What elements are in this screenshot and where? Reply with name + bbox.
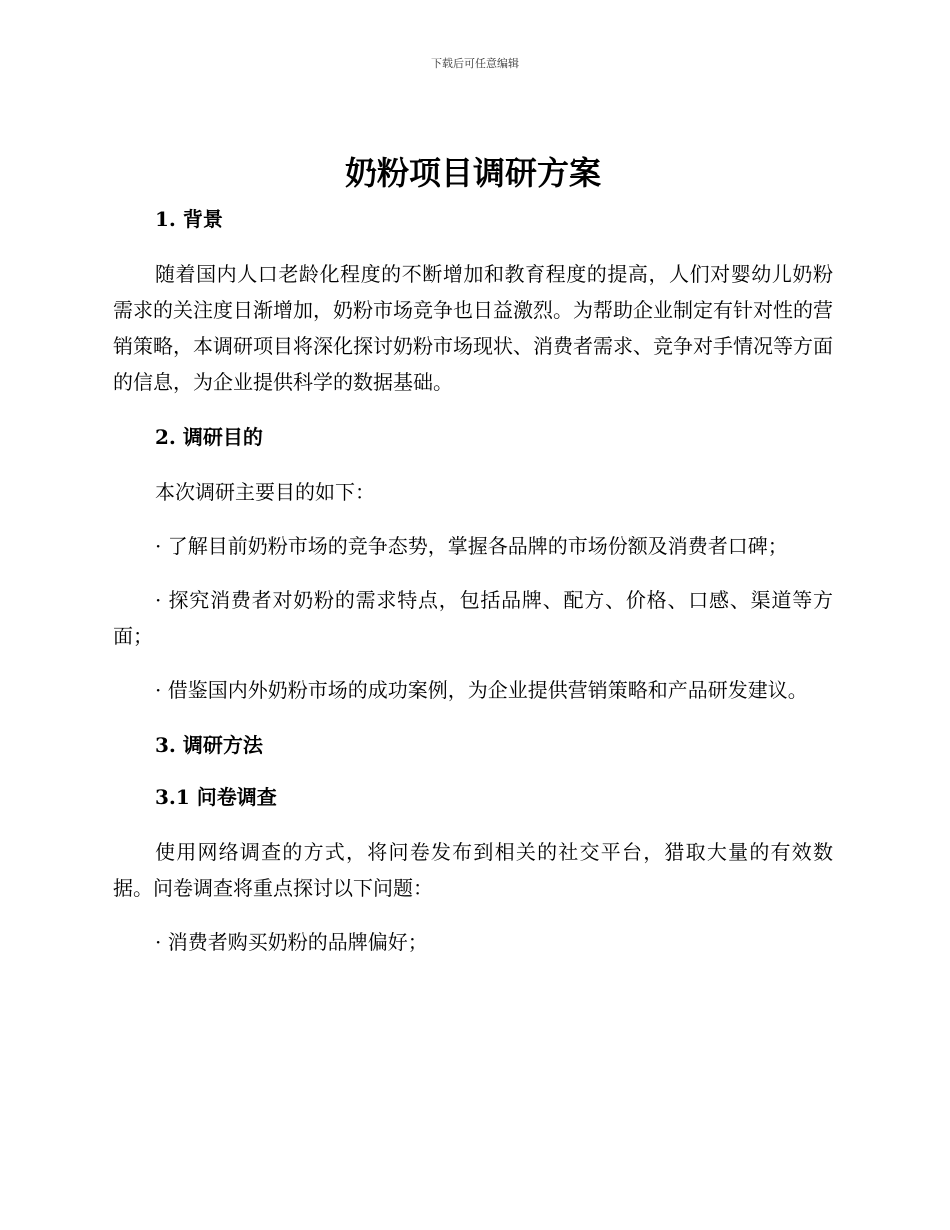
list-item: · 借鉴国内外奶粉市场的成功案例，为企业提供营销策略和产品研发建议。: [155, 678, 808, 702]
purpose-intro: 本次调研主要目的如下：: [155, 480, 375, 504]
section-heading-purpose: 2. 调研目的: [155, 425, 263, 449]
background-paragraph: 随着国内人口老龄化程度的不断增加和教育程度的提高，人们对婴幼儿奶粉需求的关注度日渐增加，奶粉市场竞争也日益激烈。为帮助企业制定有针对性的营销策略，本调研项目将深化探讨奶粉市场现状、消费者需求、竞争对手情况等方面的信息，为企业提供科学的数据基础。: [113, 262, 833, 394]
list-item: · 了解目前奶粉市场的竞争态势，掌握各品牌的市场份额及消费者口碑；: [155, 534, 788, 558]
document-body: [113, 148, 833, 960]
list-item: · 消费者购买奶粉的品牌偏好；: [155, 930, 428, 954]
list-item: · 探究消费者对奶粉的需求特点，包括品牌、配方、价格、口感、渠道等方面；: [113, 588, 833, 648]
subsection-heading-questionnaire: 3.1 问卷调查: [155, 785, 277, 809]
section-heading-background: 1. 背景: [155, 207, 223, 231]
header-note: 下载后可任意编辑: [431, 57, 519, 70]
section-heading-method: 3. 调研方法: [155, 733, 263, 757]
document-title: 奶粉项目调研方案: [344, 154, 601, 192]
method-paragraph: 使用网络调查的方式，将问卷发布到相关的社交平台，猎取大量的有效数据。问卷调查将重点探讨以下问题：: [113, 840, 833, 900]
